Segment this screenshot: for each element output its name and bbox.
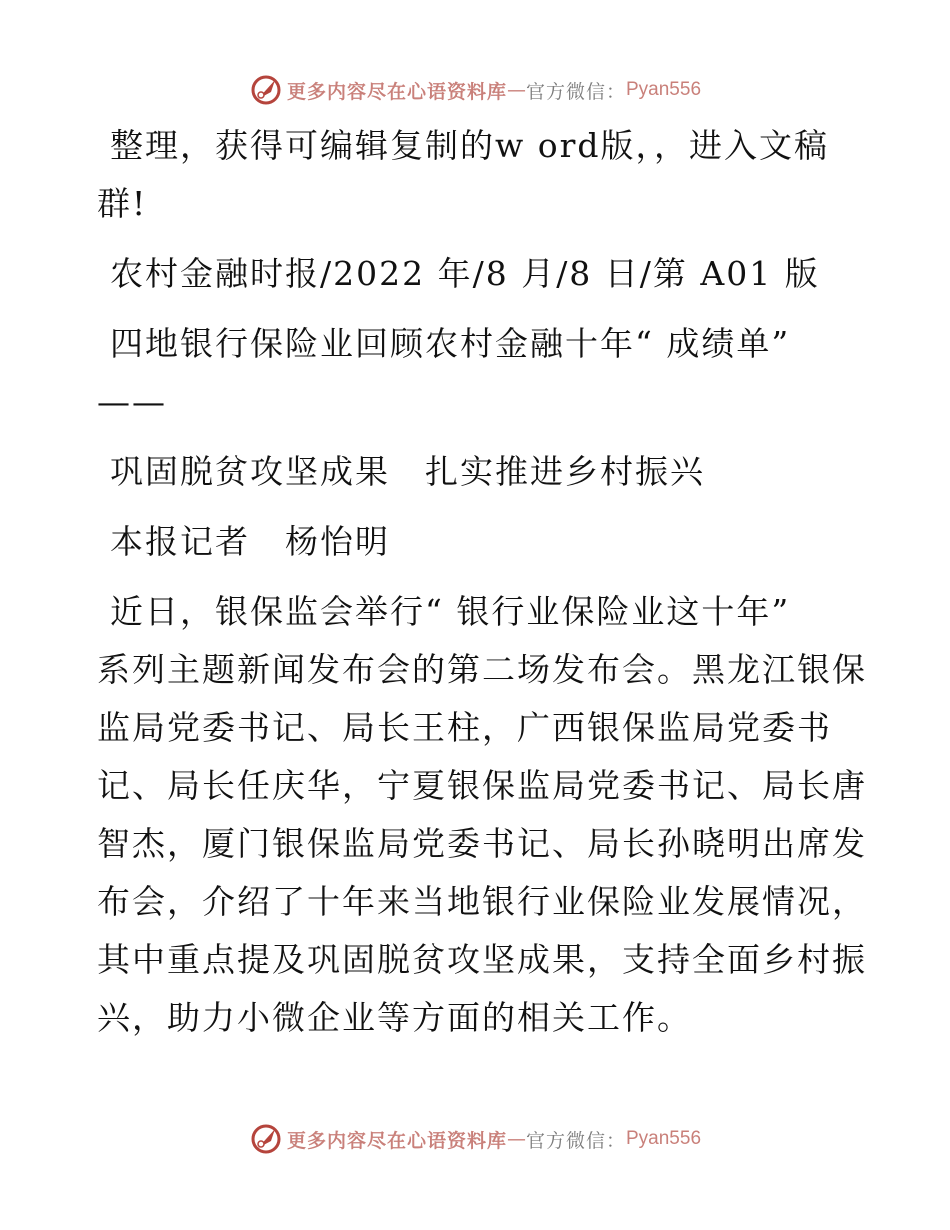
headline: 四地银行保险业回顾农村金融十年“ 成绩单” — [110, 324, 791, 363]
watermark-label: 官方微信： — [525, 1129, 626, 1152]
body-paragraph: 系列主题新闻发布会的第二场发布会。黑龙江银保监局党委书记、局长王柱，广西银保监局党委书记、局长任庆华，宁夏银保监局党委书记、局长唐智杰，厦门银保监局党委书记、局长孙晓明出席发布会，介绍了十年来当地银行业保险业发展情况，其中重点提及巩固脱贫攻坚成果，支持全面乡村振兴，助力小微企业等方面的相关工作。 — [97, 650, 867, 1037]
lead-sentence: 近日，银保监会举行“ 银行业保险业这十年” — [110, 592, 791, 631]
quill-logo-icon — [249, 1122, 283, 1156]
source-line: 农村金融时报/2022 年/8 月/8 日/第 A01 版 — [110, 254, 820, 293]
header-watermark — [0, 70, 950, 110]
watermark-wechat-id: Pyan556 — [626, 79, 702, 100]
document-body — [97, 117, 867, 1047]
watermark-wechat-id: Pyan556 — [626, 1128, 702, 1149]
headline-dash: —— — [97, 382, 167, 421]
watermark-dash: — — [506, 1128, 526, 1150]
footer-watermark — [0, 1119, 950, 1159]
quill-logo-icon — [249, 73, 283, 107]
subheadline: 巩固脱贫攻坚成果 扎实推进乡村振兴 — [110, 452, 705, 491]
watermark-main-text: 更多内容尽在心语资料库 — [286, 1129, 507, 1152]
intro-paragraph: 整理，获得可编辑复制的w ord版，，进入文稿群! — [97, 126, 830, 223]
watermark-dash: — — [506, 79, 526, 101]
watermark-main-text: 更多内容尽在心语资料库 — [286, 80, 507, 103]
byline: 本报记者 杨怡明 — [110, 522, 390, 561]
watermark-label: 官方微信： — [525, 80, 626, 103]
